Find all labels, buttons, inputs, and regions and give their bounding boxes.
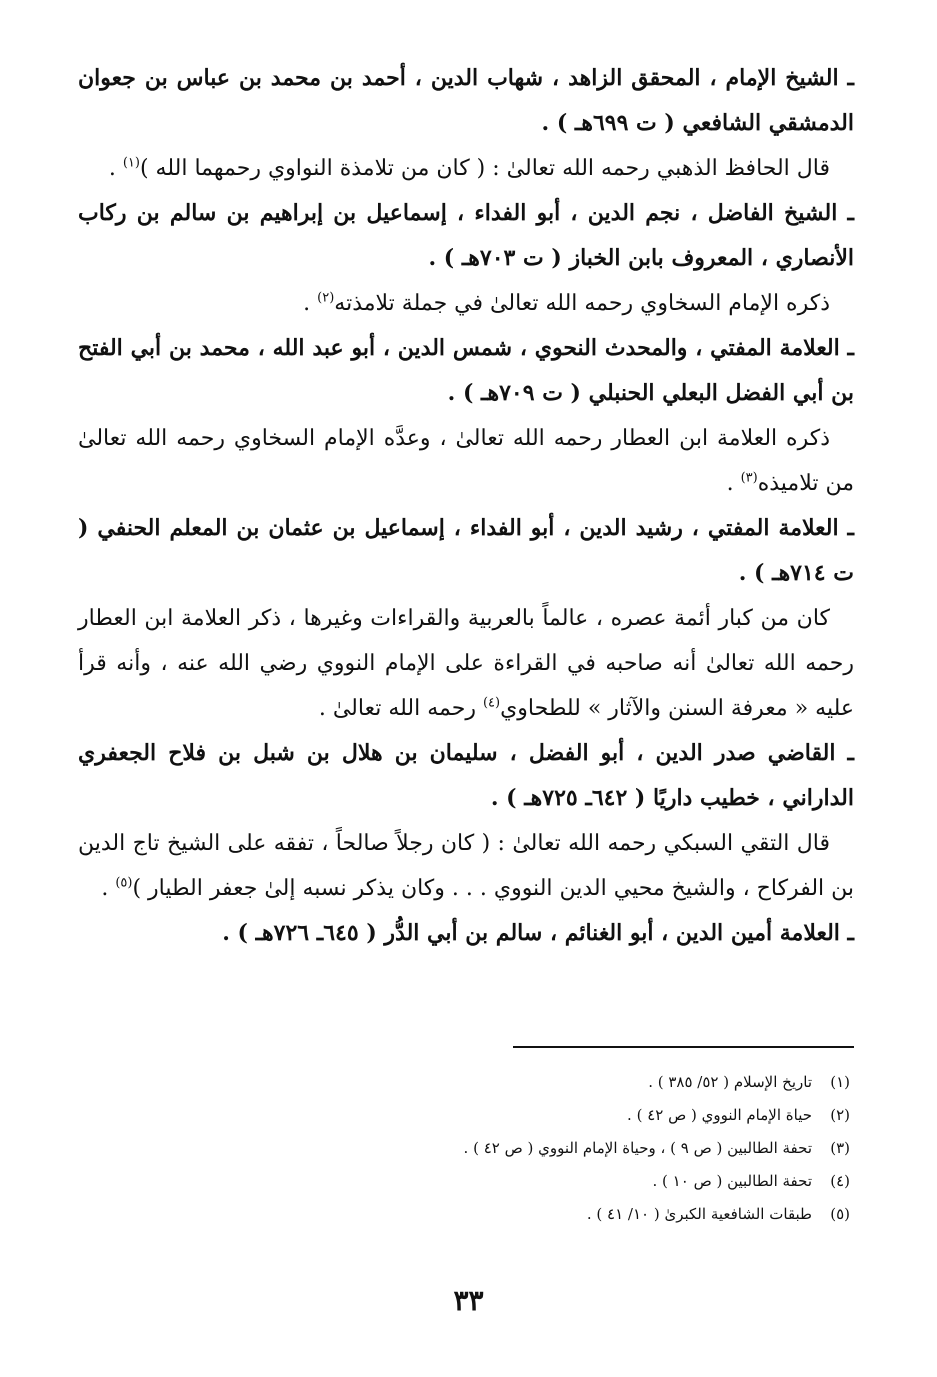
biography-entry: [78, 326, 854, 416]
footnote-ref: (٣): [740, 470, 758, 486]
biography-note: [78, 596, 854, 731]
footnote-item: [78, 1066, 854, 1099]
footnote-text: تحفة الطالبين ( ص ٩ ) ، وحياة الإمام النووي ( ص ٤٢ ) .: [463, 1139, 812, 1157]
entry-text: ـ العلامة أمين الدين ، أبو الغنائم ، سالم بن أبي الدُّر ( ٦٤٥ـ ٧٢٦هـ ) .: [222, 920, 854, 946]
note-tail: .: [303, 291, 318, 316]
footnote-item: [78, 1198, 854, 1231]
footnote-text: تاريخ الإسلام ( ٥٢/ ٣٨٥ ) .: [648, 1073, 812, 1091]
biography-entry: [78, 56, 854, 146]
footnote-ref: (٥): [115, 875, 133, 891]
note-text: قال الحافظ الذهبي رحمه الله تعالىٰ : ( كان من تلامذة النواوي رحمهما الله ): [139, 156, 830, 181]
biography-note: [78, 146, 854, 191]
biography-note: [78, 281, 854, 326]
entry-text: ـ الشيخ الإمام ، المحقق الزاهد ، شهاب الدين ، أحمد بن محمد بن عباس بن جعوان الدمشقي الشافعي ( ت ٦٩٩هـ ) .: [78, 65, 854, 136]
page-number: ٣٣: [453, 1284, 484, 1317]
biography-entry: [78, 506, 854, 596]
entry-text: ـ العلامة المفتي ، والمحدث النحوي ، شمس الدين ، أبو عبد الله ، محمد بن أبي الفتح بن أبي الفضل البعلي الحنبلي ( ت ٧٠٩هـ ) .: [78, 335, 854, 406]
biography-entry: [78, 731, 854, 821]
footnote-number: (٣): [830, 1139, 850, 1157]
entry-text: ـ العلامة المفتي ، رشيد الدين ، أبو الفداء ، إسماعيل بن عثمان بن المعلم الحنفي ( ت ٧١٤هـ ) .: [78, 515, 854, 586]
footnote-number: (١): [830, 1073, 850, 1091]
main-text: [78, 56, 854, 956]
footnote-number: (٥): [830, 1205, 850, 1223]
note-text: كان من كبار أئمة عصره ، عالماً بالعربية والقراءات وغيرها ، ذكر العلامة ابن العطار رحمه الله تعالىٰ أنه صاحبه في القراءة على الإمام النووي رضي الله عنه ، وأنه قرأ عليه « معرفة السنن والآثار » للطحاوي: [78, 606, 854, 721]
note-text: قال التقي السبكي رحمه الله تعالىٰ : ( كان رجلاً صالحاً ، تفقه على الشيخ تاج الدين بن الفركاح ، والشيخ محيي الدين النووي . . . وكان يذكر نسبه إلىٰ جعفر الطيار ): [78, 831, 854, 901]
note-tail: .: [101, 876, 116, 901]
biography-entry: [78, 191, 854, 281]
entry-text: ـ القاضي صدر الدين ، أبو الفضل ، سليمان بن هلال بن شبل بن فلاح الجعفري الداراني ، خطيب داريًا ( ٦٤٢ـ ٧٢٥هـ ) .: [78, 740, 854, 811]
footnote-item: [78, 1132, 854, 1165]
note-tail: .: [108, 156, 123, 181]
biography-note: [78, 416, 854, 506]
footnote-divider: [513, 1046, 854, 1048]
footnote-item: [78, 1099, 854, 1132]
entry-text: ـ الشيخ الفاضل ، نجم الدين ، أبو الفداء ، إسماعيل بن إبراهيم بن سالم بن ركاب الأنصاري ، المعروف بابن الخباز ( ت ٧٠٣هـ ) .: [78, 200, 854, 271]
note-tail: رحمه الله تعالىٰ .: [318, 696, 483, 721]
footnotes: [78, 1066, 854, 1231]
biography-entry: [78, 911, 854, 956]
note-text: ذكره العلامة ابن العطار رحمه الله تعالىٰ ، وعدَّه الإمام السخاوي رحمه الله تعالىٰ من تلاميذه: [78, 426, 854, 496]
note-tail: .: [726, 471, 741, 496]
footnote-ref: (٤): [482, 695, 501, 711]
note-text: ذكره الإمام السخاوي رحمه الله تعالىٰ في جملة تلامذته: [334, 291, 830, 316]
footnote-text: تحفة الطالبين ( ص ١٠ ) .: [652, 1172, 812, 1190]
footnote-number: (٤): [830, 1172, 850, 1190]
footnote-number: (٢): [830, 1106, 850, 1124]
footnote-text: طبقات الشافعية الكبرىٰ ( ١٠/ ٤١ ) .: [586, 1205, 812, 1223]
footnote-item: [78, 1165, 854, 1198]
footnote-ref: (٢): [317, 290, 335, 306]
footnote-text: حياة الإمام النووي ( ص ٤٢ ) .: [627, 1106, 812, 1124]
footnote-ref: (١): [122, 155, 140, 171]
biography-note: [78, 821, 854, 911]
